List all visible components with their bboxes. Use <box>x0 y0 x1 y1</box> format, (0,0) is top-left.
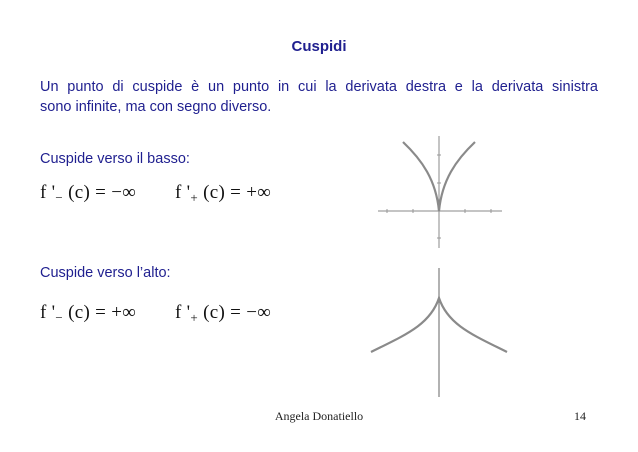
formula-f: f ' <box>40 302 56 323</box>
cusp-down-left-derivative <box>40 182 136 204</box>
formula-f: f ' <box>175 302 191 323</box>
formula-rest: (c) = +∞ <box>198 182 272 203</box>
cusp-down-graph <box>370 130 510 255</box>
formula-rest: (c) = −∞ <box>198 302 272 323</box>
formula-f: f ' <box>175 182 191 203</box>
formula-sub: + <box>190 190 199 205</box>
footer-author: Angela Donatiello <box>274 409 364 423</box>
cusp-down-right-derivative <box>175 182 271 204</box>
page-number: 14 <box>574 409 586 423</box>
formula-rest: (c) = +∞ <box>63 302 137 323</box>
intro-line-1: Un punto di cuspide è un punto in cui la derivata destra e la derivata sinistra <box>40 79 598 95</box>
slide-title: Cuspidi <box>291 38 347 55</box>
intro-paragraph <box>40 77 598 117</box>
cusp-up-label: Cuspide verso l’alto: <box>40 265 171 281</box>
intro-line-2: sono infinite, ma con segno diverso. <box>40 99 272 115</box>
cusp-up-left-derivative <box>40 302 136 324</box>
cusp-up-right-derivative <box>175 302 271 324</box>
formula-f: f ' <box>40 182 56 203</box>
formula-sub: − <box>55 190 64 205</box>
formula-sub: + <box>190 310 199 325</box>
formula-sub: − <box>55 310 64 325</box>
formula-rest: (c) = −∞ <box>63 182 137 203</box>
cusp-down-label: Cuspide verso il basso: <box>40 151 190 167</box>
cusp-up-graph <box>365 265 515 400</box>
